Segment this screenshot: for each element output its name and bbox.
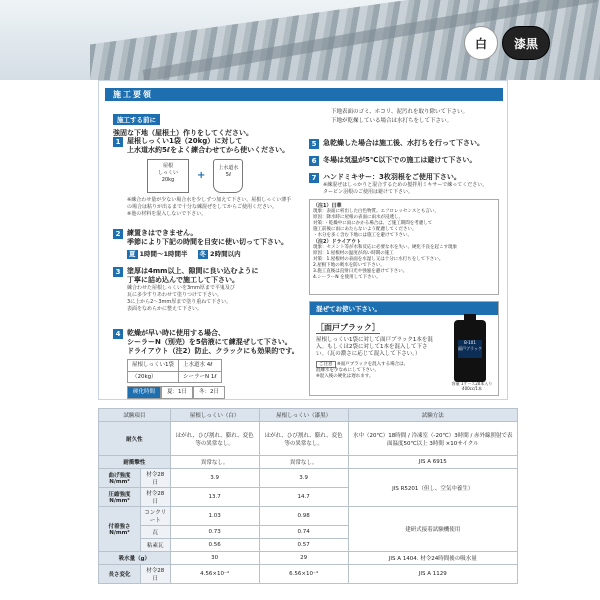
table-row — [99, 565, 518, 584]
mix-note: 混練水を少なめにして下さい。 — [316, 368, 379, 373]
step-title: シーラーN（別売）を5倍液にて練混ぜして下さい。 — [127, 338, 292, 346]
cond-cell: コンクリート — [140, 507, 170, 526]
bottle-label: B-101 面戸ブラック — [458, 340, 482, 358]
step-number: 5 — [309, 139, 319, 149]
cure-time — [127, 386, 308, 399]
step-title: 急乾燥した場合は施工後、水打ちを行って下さい。 — [323, 139, 484, 147]
step-number: 3 — [113, 267, 123, 277]
value-cell: 0.56 — [170, 539, 259, 552]
color-badge-black: 漆黒 — [502, 26, 550, 60]
pre-text: 強固な下地（屋根土）作りをしてください。 — [113, 129, 253, 137]
winter-label: 冬 — [199, 250, 207, 258]
method-cell: JIS R5201（但し、空気中養生） — [348, 469, 517, 507]
note-heading: （注2）ドライアウト — [313, 239, 362, 245]
header-cell: 試験方法 — [348, 409, 517, 422]
color-badges — [464, 26, 550, 60]
step-note: ※他の材料を混入しないで下さい。 — [127, 211, 207, 217]
header-cell: 試験項目 — [99, 409, 171, 422]
step-line: 練合わせた屋根しっくいを3mm厚まで平鬼及び — [127, 285, 235, 291]
note-line: ・水分を多く含む下地には施工を避けて下さい。 — [313, 233, 412, 238]
note-line: 現象：セメント等が水和反応に必要な水を失い、硬化不良を起こす現象 — [313, 245, 457, 250]
method-cell: JIS A 1129 — [348, 565, 517, 584]
step-title: 屋根しっくい1袋（20kg）に対して — [127, 137, 243, 145]
cond-cell: 材令28日 — [140, 488, 170, 507]
bag-icon: 屋根 しっくい 20kg — [147, 159, 189, 193]
step-title: ハンドミキサー：3枚羽根をご使用下さい。 — [323, 173, 461, 181]
header-cell: 屋根しっくい（漆黒） — [259, 409, 348, 422]
bucket-icon: 上水道水 5ℓ — [213, 159, 243, 193]
pre-construction — [113, 107, 253, 138]
winter-time: 2時間以内 — [210, 250, 241, 258]
step-number: 2 — [113, 229, 123, 239]
note-line: 施工前後に雨にあたらないよう配慮してください。 — [313, 227, 417, 232]
step-number: 4 — [113, 329, 123, 339]
value-cell: 6.56×10⁻⁴ — [259, 565, 348, 584]
table-row — [99, 469, 518, 488]
cond-cell: 材令28日 — [140, 565, 170, 584]
step-title: 乾燥が早い時に使用する場合、 — [127, 329, 225, 337]
step-6 — [309, 156, 504, 165]
cond-cell: 粘素瓦 — [140, 539, 170, 552]
step-number: 7 — [309, 173, 319, 183]
step-4 — [113, 329, 308, 399]
value-cell: 1.03 — [170, 507, 259, 526]
cure-summer: 夏：1日 — [161, 386, 193, 399]
value-cell: 29 — [259, 552, 348, 565]
value-cell: 0.73 — [170, 526, 259, 539]
step-7 — [309, 173, 504, 196]
note-line: 原因：降水時に屋根の表面に雨水が浸透し、 — [313, 215, 403, 220]
note-line: 現象：表面に析出した白色物質。エフロレッセンスとも言い、 — [313, 209, 439, 214]
step-number: 6 — [309, 156, 319, 166]
mix-ratio-table — [127, 359, 222, 383]
mix-note: ※面戸ブラックを混入する場合は、 — [336, 362, 409, 367]
table-row — [99, 507, 518, 526]
value-cell: 30 — [170, 552, 259, 565]
cure-label: 硬化時間 — [127, 386, 161, 399]
table-row — [99, 422, 518, 456]
step-line: 3に上から2〜3mm厚まで塗り重ねて下さい。 — [127, 299, 232, 305]
step-title: 丁寧に詰め込んで施工して下さい。 — [127, 276, 239, 284]
pre-notes — [331, 108, 468, 126]
item-cell: 長さ変化 — [99, 565, 141, 584]
step-line: 表面をなめらかに整えて下さい。 — [127, 306, 203, 312]
mix-text: 屋根しっくい1袋に対して面戸ブラック1本を混入。もしくは2袋に対して1本を混入して下さい。（瓦の濃さに応じて混入して下さい。） — [316, 337, 433, 357]
mix-head: 混ぜてお使い下さい。 — [310, 302, 498, 315]
step-title: 冬場は気温が5℃以下での施工は避けて下さい。 — [323, 156, 477, 164]
step-number: 1 — [113, 137, 123, 147]
step-note: ※練混ぜはしっかりと混合するための撹拌用ミキサーで練ってください。 — [323, 182, 488, 188]
value-cell: 0.74 — [259, 526, 348, 539]
item-cell: 吸水量（g） — [99, 552, 171, 565]
cure-winter: 冬：2日 — [193, 386, 225, 399]
note-heading: （注1）日華 — [313, 203, 342, 209]
method-cell: 建研式接着試験機使用 — [348, 507, 517, 552]
instructions-panel — [98, 80, 508, 400]
value-cell: はがれ、ひび割れ、膨れ、変色等の異常なし。 — [170, 422, 259, 456]
note-line: 2.屋根下地の吸水を防いで下さい。 — [313, 263, 385, 268]
value-cell: 0.57 — [259, 539, 348, 552]
summer-label: 夏 — [129, 250, 136, 258]
table-cell: （20kg） — [128, 371, 179, 383]
bottle-caption: 容量 1ケース20本入り 400cc/1本 — [451, 381, 493, 391]
table-row — [99, 552, 518, 565]
note-line: 対策：・乾燥中に雨にかかる場合は、ご施工期間を考慮して — [313, 221, 433, 226]
plus-icon: + — [197, 169, 206, 181]
method-cell: JIS A 1404. 材令24時間後の吸水量 — [348, 552, 517, 565]
cond-cell: 瓦 — [140, 526, 170, 539]
method-cell: JIS A 6915 — [348, 456, 517, 469]
value-cell: 3.9 — [259, 469, 348, 488]
step-title: ドライアウト（注2）防止、クラックにも効果的です。 — [127, 347, 299, 355]
step-title: 上水道水約5ℓをよく練合わせてから使いください。 — [127, 146, 290, 154]
item-cell: 耐衝撃性 — [99, 456, 171, 469]
notes-box — [309, 199, 499, 295]
header-cell: 屋根しっくい（白） — [170, 409, 259, 422]
step-note: の場合は粘りが出るまで十分な練混ぜをしてからご使用ください。 — [127, 204, 278, 210]
mix-title: ［面戸ブラック］ — [316, 323, 380, 332]
pre-label: 施工する前に — [113, 114, 160, 125]
note-line: 対策：1.屋根材の表面を水湿し又は十分に水打ちをして下さい。 — [313, 257, 444, 262]
header-photo — [0, 0, 600, 80]
summer-time: 1時間〜1時間半 — [139, 250, 188, 258]
table-cell: 上水道水 4ℓ — [179, 360, 222, 372]
item-cell: 曲げ強度 N/mm² — [99, 469, 141, 488]
bottle-icon — [454, 320, 486, 382]
pre-note: 下地が乾燥している場合は水打ちをして下さい。 — [331, 118, 453, 124]
step-5 — [309, 139, 504, 148]
note-line: 3.施工直後は直射日光や強風を避けて下さい。 — [313, 269, 408, 274]
value-cell: はがれ、ひび割れ、膨れ、変色等の異常なし。 — [259, 422, 348, 456]
table-row — [99, 456, 518, 469]
step-1 — [113, 137, 303, 218]
value-cell: 14.7 — [259, 488, 348, 507]
table-cell: シーラーN 1ℓ — [179, 371, 222, 383]
step-2 — [113, 229, 303, 259]
step-line: 瓦に多少すりあわせて塗りつけて下さい。 — [127, 292, 223, 298]
mix-panel — [309, 301, 499, 396]
value-cell: 3.9 — [170, 469, 259, 488]
step-title: 練置きはできません。 — [127, 229, 198, 237]
item-cell: 耐久性 — [99, 422, 171, 456]
table-header-row — [99, 409, 518, 422]
table-cell: 屋根しっくい1袋 — [128, 360, 179, 372]
mix-note: ※混入後の硬化は遅れます。 — [316, 374, 374, 379]
note-label: ご注意 — [316, 361, 336, 368]
pre-note: 下地表面のゴミ、ホコリ、泥汚れを取り除いて下さい。 — [331, 109, 469, 115]
step-title: 季節により下記の時間を目安に使い切って下さい。 — [127, 238, 288, 246]
step-note: ターピン羽根のご使用は避けて下さい。 — [323, 189, 414, 195]
value-cell: 異常なし。 — [259, 456, 348, 469]
color-badge-white: 白 — [464, 26, 498, 60]
method-cell: 水中（20℃）18時間 / 冷凍室（-20℃）3時間 / 赤外線照射で表面温度50℃以上 3時間 ×10サイクル — [348, 422, 517, 456]
value-cell: 0.98 — [259, 507, 348, 526]
item-cell: 付着強さ N/mm² — [99, 507, 141, 552]
value-cell: 4.56×10⁻⁴ — [170, 565, 259, 584]
spec-table — [98, 408, 518, 584]
step-note: ※練合わせ量が少ない場合水を少しずつ加えて下さい。屋根しっくい薄手 — [127, 197, 292, 203]
item-cell: 圧縮強度 N/mm² — [99, 488, 141, 507]
cond-cell: 材令28日 — [140, 469, 170, 488]
value-cell: 13.7 — [170, 488, 259, 507]
value-cell: 異常なし。 — [170, 456, 259, 469]
step-3 — [113, 267, 303, 313]
note-line: 原因：1.屋根材の温度が高い時期の施工 — [313, 251, 394, 256]
mix-diagram — [147, 159, 303, 193]
step-title: 塗厚は4mm以上、隙間に良い込むように — [127, 267, 259, 275]
pot-life — [127, 250, 303, 259]
note-line: 4.シーラーN を使用して下さい。 — [313, 275, 381, 280]
section-title: 施工要領 — [105, 88, 503, 101]
